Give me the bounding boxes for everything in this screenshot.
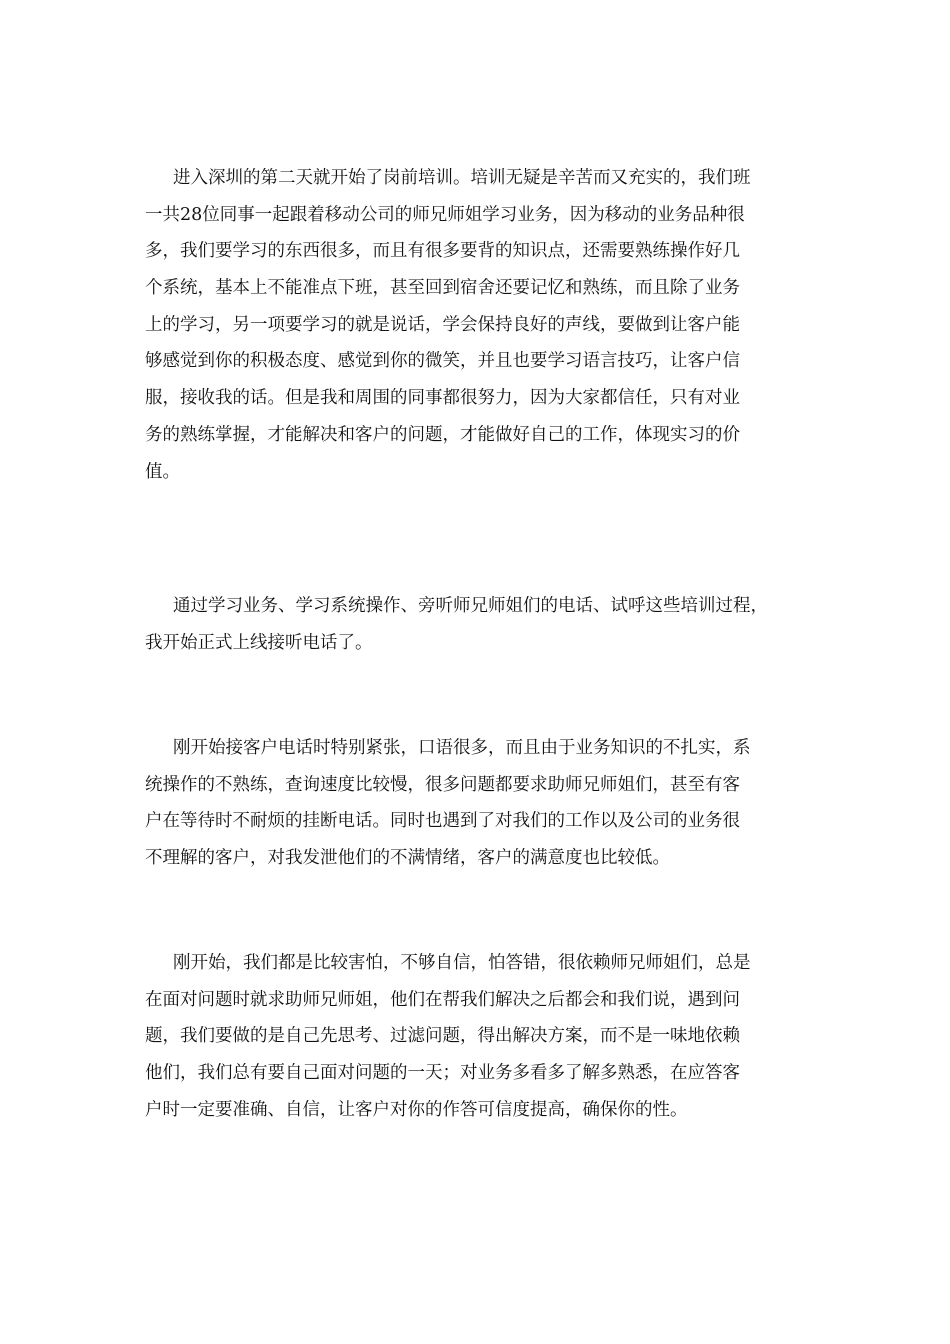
text-line: 多，我们要学习的东西很多，而且有很多要背的知识点，还需要熟练操作好几 xyxy=(145,241,740,262)
text-line: 题，我们要做的是自己先思考、过滤问题，得出解决方案，而不是一味地依赖 xyxy=(145,1026,740,1047)
text-line: 够感觉到你的积极态度、感觉到你的微笑，并且也要学习语言技巧，让客户信 xyxy=(145,351,740,372)
text-line: 不理解的客户，对我发泄他们的不满情绪，客户的满意度也比较低。 xyxy=(145,848,670,869)
text-line: 统操作的不熟练，查询速度比较慢，很多问题都要求助师兄师姐们，甚至有客 xyxy=(145,774,740,795)
paragraph-training xyxy=(145,160,815,490)
text-line: 务的熟练掌握，才能解决和客户的问题，才能做好自己的工作，体现实习的价 xyxy=(145,424,740,445)
text-line: 一共28位同事一起跟着移动公司的师兄师姐学习业务，因为移动的业务品种很 xyxy=(145,204,745,225)
text-line: 上的学习，另一项要学习的就是说话，学会保持良好的声线，要做到让客户能 xyxy=(145,314,740,335)
text-line: 服，接收我的话。但是我和周围的同事都很努力，因为大家都信任，只有对业 xyxy=(145,388,740,409)
text-line: 个系统，基本上不能准点下班，甚至回到宿舍还要记忆和熟练，而且除了业务 xyxy=(145,278,740,299)
text-line: 刚开始接客户电话时特别紧张，口语很多，而且由于业务知识的不扎实，系 xyxy=(173,738,751,758)
text-line: 通过学习业务、学习系统操作、旁听师兄师姐们的电话、试呼这些培训过程， xyxy=(173,596,768,616)
text-line: 户在等待时不耐烦的挂断电话。同时也遇到了对我们的工作以及公司的业务很 xyxy=(145,811,740,832)
text-line: 刚开始，我们都是比较害怕，不够自信，怕答错，很依赖师兄师姐们，总是 xyxy=(173,953,751,973)
paragraph-going-online xyxy=(145,588,815,661)
text-line: 户时一定要准确、自信，让客户对你的作答可信度提高，确保你的性。 xyxy=(145,1099,688,1120)
text-line: 在面对问题时就求助师兄师姐，他们在帮我们解决之后都会和我们说，遇到问 xyxy=(145,989,740,1010)
text-line: 值。 xyxy=(145,461,180,482)
text-line: 他们，我们总有要自己面对问题的一天；对业务多看多了解多熟悉，在应答客 xyxy=(145,1063,740,1084)
paragraph-first-calls xyxy=(145,730,815,877)
text-line: 进入深圳的第二天就开始了岗前培训。培训无疑是辛苦而又充实的，我们班 xyxy=(173,168,751,188)
paragraph-self-reliance xyxy=(145,945,815,1128)
text-line: 我开始正式上线接听电话了。 xyxy=(145,632,373,653)
